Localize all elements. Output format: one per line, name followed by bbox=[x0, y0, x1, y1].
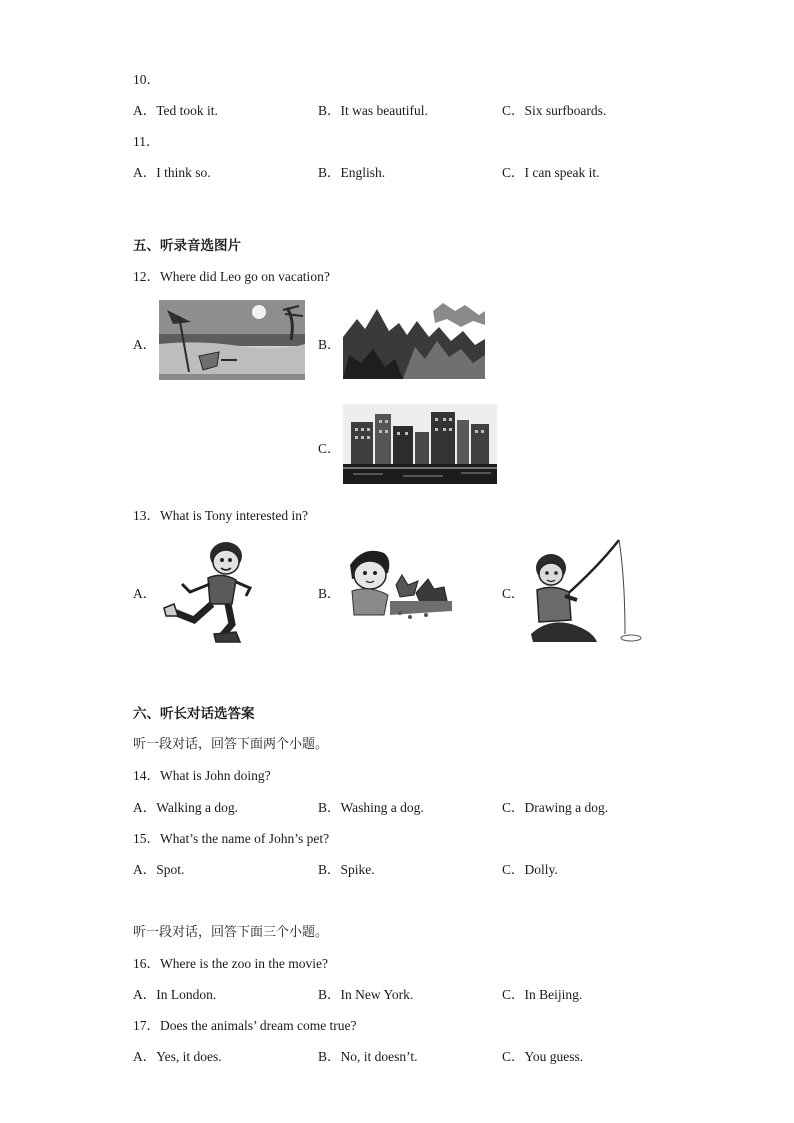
question-17-option-c[interactable]: C．You guess. bbox=[502, 1049, 584, 1064]
question-13-option-c-label[interactable]: C． bbox=[502, 586, 525, 601]
section-6-intro-1: 听一段对话，回答下面两个小题。 bbox=[133, 737, 329, 752]
question-12-option-c-label[interactable]: C． bbox=[318, 441, 341, 456]
question-15-text: 15．What’s the name of John’s pet? bbox=[133, 831, 330, 846]
question-13-option-b-label[interactable]: B． bbox=[318, 586, 341, 601]
question-14-text: 14．What is John doing? bbox=[133, 768, 271, 783]
mountains-picture[interactable] bbox=[343, 301, 485, 379]
fishing-boy-picture[interactable] bbox=[527, 538, 651, 646]
question-11-option-c[interactable]: C．I can speak it. bbox=[502, 165, 600, 180]
question-10-option-c[interactable]: C．Six surfboards. bbox=[502, 103, 607, 118]
question-11-number: 11． bbox=[133, 134, 160, 149]
question-15-option-a[interactable]: A．Spot. bbox=[133, 862, 185, 877]
question-11-option-b[interactable]: B．English. bbox=[318, 165, 386, 180]
question-10-option-b[interactable]: B．It was beautiful. bbox=[318, 103, 428, 118]
question-16-text: 16．Where is the zoo in the movie? bbox=[133, 956, 328, 971]
question-16-option-b[interactable]: B．In New York. bbox=[318, 987, 414, 1002]
question-17-option-b[interactable]: B．No, it doesn’t. bbox=[318, 1049, 418, 1064]
question-15-option-b[interactable]: B．Spike. bbox=[318, 862, 375, 877]
question-10-number: 10． bbox=[133, 72, 160, 87]
question-17-option-a[interactable]: A．Yes, it does. bbox=[133, 1049, 222, 1064]
beach-picture[interactable] bbox=[159, 300, 305, 380]
question-14-option-b[interactable]: B．Washing a dog. bbox=[318, 800, 424, 815]
question-10-option-a[interactable]: A．Ted took it. bbox=[133, 103, 218, 118]
question-12-option-b-label[interactable]: B． bbox=[318, 337, 341, 352]
question-12-option-a-label[interactable]: A． bbox=[133, 337, 157, 352]
question-14-option-a[interactable]: A．Walking a dog. bbox=[133, 800, 239, 815]
running-boy-picture[interactable] bbox=[160, 538, 256, 646]
question-14-option-c[interactable]: C．Drawing a dog. bbox=[502, 800, 609, 815]
question-17-text: 17．Does the animals’ dream come true? bbox=[133, 1018, 357, 1033]
question-16-option-a[interactable]: A．In London. bbox=[133, 987, 217, 1002]
question-12-text: 12．Where did Leo go on vacation? bbox=[133, 269, 330, 284]
question-11-option-a[interactable]: A．I think so. bbox=[133, 165, 211, 180]
question-16-option-c[interactable]: C．In Beijing. bbox=[502, 987, 583, 1002]
section-6-title: 六、听长对话选答案 bbox=[133, 706, 255, 722]
question-13-text: 13．What is Tony interested in? bbox=[133, 508, 309, 523]
section-5-title: 五、听录音选图片 bbox=[133, 238, 241, 254]
question-13-option-a-label[interactable]: A． bbox=[133, 586, 157, 601]
section-6-intro-2: 听一段对话，回答下面三个小题。 bbox=[133, 925, 329, 940]
question-15-option-c[interactable]: C．Dolly. bbox=[502, 862, 558, 877]
girl-with-pets-picture[interactable] bbox=[344, 545, 452, 623]
city-picture[interactable] bbox=[343, 404, 497, 484]
